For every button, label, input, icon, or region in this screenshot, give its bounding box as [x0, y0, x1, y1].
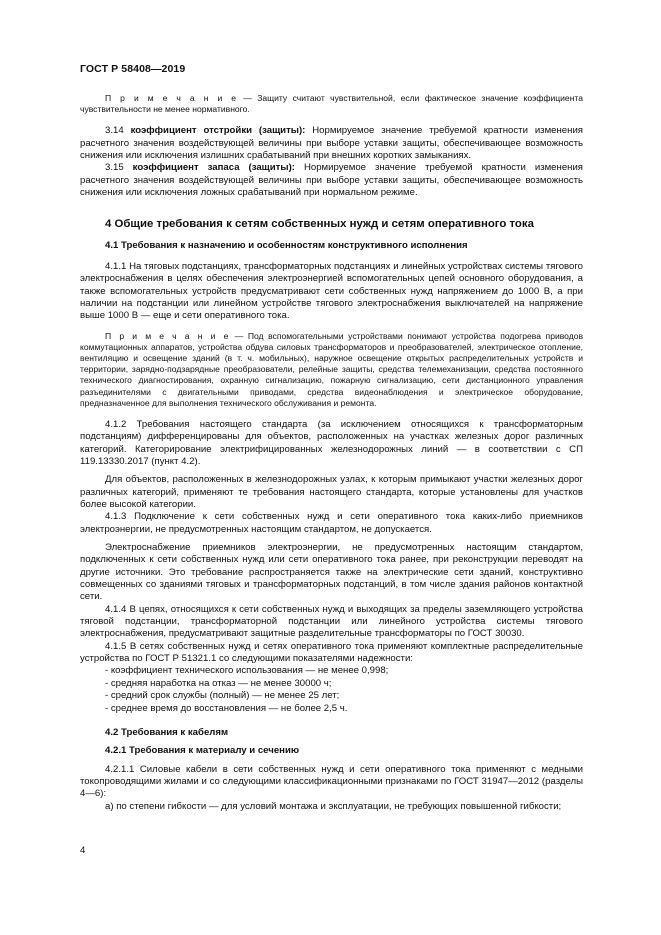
- note-label: П р и м е ч а н и е: [105, 93, 238, 103]
- clause-number: 3.15: [105, 162, 133, 174]
- note-paragraph: [80, 93, 583, 115]
- reliability-list: [80, 665, 583, 714]
- paragraph: Электроснабжение приемников электроэнергии, не предусмотренных настоящим стандартом, подключенных к сети собственных нужд или сети оперативного тока ранее, при реконструкции переводят на другие источники. Это требование распространяется также на электрические сети зданий, конструктивно совмещенных со зданиями тяговых и трансформаторных подстанций, в том числе здания районов контактной сети.: [80, 542, 583, 603]
- list-item: - среднее время до восстановления — не более 2,5 ч.: [105, 702, 348, 714]
- definition-text: Нормируемое значение требуемой кратности изменения расчетного значения воздействующей величины при выборе уставки защиты, обеспечивающее возможность снижения или исключения излишних срабатываний при внешних коротких замыканиях.: [80, 125, 583, 162]
- list-item-a: а) по степени гибкости — для условий монтажа и эксплуатации, не требующих повышенной гибкости;: [105, 800, 562, 812]
- paragraph-4-1-2: 4.1.2 Требования настоящего стандарта (за исключением относящихся к трансформаторным подстанциям) дифференцированы для объектов, расположенных на участках железных дорог различных категорий. Категорирование электрифицированных железнодорожных линий — в соответствии с СП 119.13330.2017 (пункт 4.2).: [80, 418, 583, 467]
- paragraph: Для объектов, расположенных в железнодорожных узлах, к которым примыкают участки железных дорог различных категорий, применяют те требования настоящего стандарта, которые установлены для участков более высокой категории.: [80, 474, 583, 511]
- paragraph-4-1-3: 4.1.3 Подключение к сети собственных нужд и сети оперативного тока каких-либо приемников электроэнергии, не предусмотренных настоящим стандартом, не допускается.: [80, 511, 583, 535]
- note-label: П р и м е ч а н и е: [105, 330, 231, 341]
- document-header: ГОСТ Р 58408—2019: [80, 63, 186, 75]
- definition-3-15: [80, 162, 583, 199]
- list-item: - средний срок службы (полный) — не менее 25 лет;: [105, 690, 340, 702]
- term: коэффициент запаса (защиты):: [132, 162, 295, 174]
- note-text: — Защиту считают чувствительной, если фактическое значение коэффициента чувствительности не менее нормативного.: [80, 93, 583, 115]
- note-text: — Под вспомогательными устройствами понимают устройства подогрева приводов коммутационных аппаратов, устройства обдува силовых трансформаторов и преобразователей, электрическое отопление, вентиляцию и освещение зданий (в т. ч. мобильных), наружное освещение открытых распределительных устройств и территории, зарядно-подзарядные преобразователи, релейные защиты, средства телемеханизации, средства постоянного технического диагностирования, охранную сигнализацию, пожарную сигнализацию, сети дистанционного управления разъединителями с двигательными приводами, средства видеонаблюдения и электрическое оборудование, предназначенное для выполнения технического обслуживания и ремонта.: [80, 330, 584, 408]
- clause-number: 3.14: [105, 125, 131, 137]
- page-number: 4: [80, 845, 86, 856]
- paragraph-4-1-4: 4.1.4 В цепях, относящихся к сети собственных нужд и выходящих за пределы заземляющего устройства тяговой подстанции, трансформаторной подстанции или линейного устройства системы тягового электроснабжения, предусматривают защитные разделительные трансформаторы по ГОСТ 30030.: [80, 603, 583, 640]
- subsection-heading-4-1: 4.1 Требования к назначению и особенностям конструктивного исполнения: [105, 240, 468, 252]
- paragraph-4-2-1-1: 4.2.1.1 Силовые кабели в сети собственных нужд и сети оперативного тока применяют с медными токопроводящими жилами и со следующими классификационными признаками по ГОСТ 31947—2012 (разделы 4—6):: [80, 763, 583, 800]
- list-item: - коэффициент технического использования — не менее 0,998;: [105, 665, 389, 677]
- term: коэффициент отстройки (защиты):: [130, 125, 306, 137]
- note-paragraph: [80, 331, 583, 409]
- section-heading-4: 4 Общие требования к сетям собственных нужд и сетям оперативного тока: [105, 218, 534, 231]
- subsection-heading-4-2-1: 4.2.1 Требования к материалу и сечению: [105, 745, 300, 757]
- list-item: - средняя наработка на отказ — не менее 30000 ч;: [105, 677, 332, 689]
- subsection-heading-4-2: 4.2 Требования к кабелям: [105, 726, 229, 738]
- definition-text: Нормируемое значение требуемой кратности изменения расчетного значения воздействующей величины при выборе уставки защиты, обеспечивающее возможность снижения или исключения ложных срабатываний при нормальном режиме.: [80, 162, 584, 199]
- paragraph-4-1-5: 4.1.5 В сетях собственных нужд и сетях оперативного тока применяют комплектные распределительные устройства по ГОСТ Р 51321.1 со следующими показателями надежности:: [80, 640, 583, 665]
- paragraph-4-1-1: 4.1.1 На тяговых подстанциях, трансформаторных подстанциях и линейных устройствах системы тягового электроснабжения в целях обеспечения электроэнергией вспомогательных цепей основного оборудования, а также вспомогательных устройств предусматривают сети собственных нужд напряжением до 1000 В, а при наличии на подстанции или линейном устройстве тягового электроснабжения выключателей на напряжение выше 1000 В — еще и сети оперативного тока.: [80, 260, 583, 322]
- definition-3-14: [80, 125, 583, 162]
- page-content: [80, 93, 583, 813]
